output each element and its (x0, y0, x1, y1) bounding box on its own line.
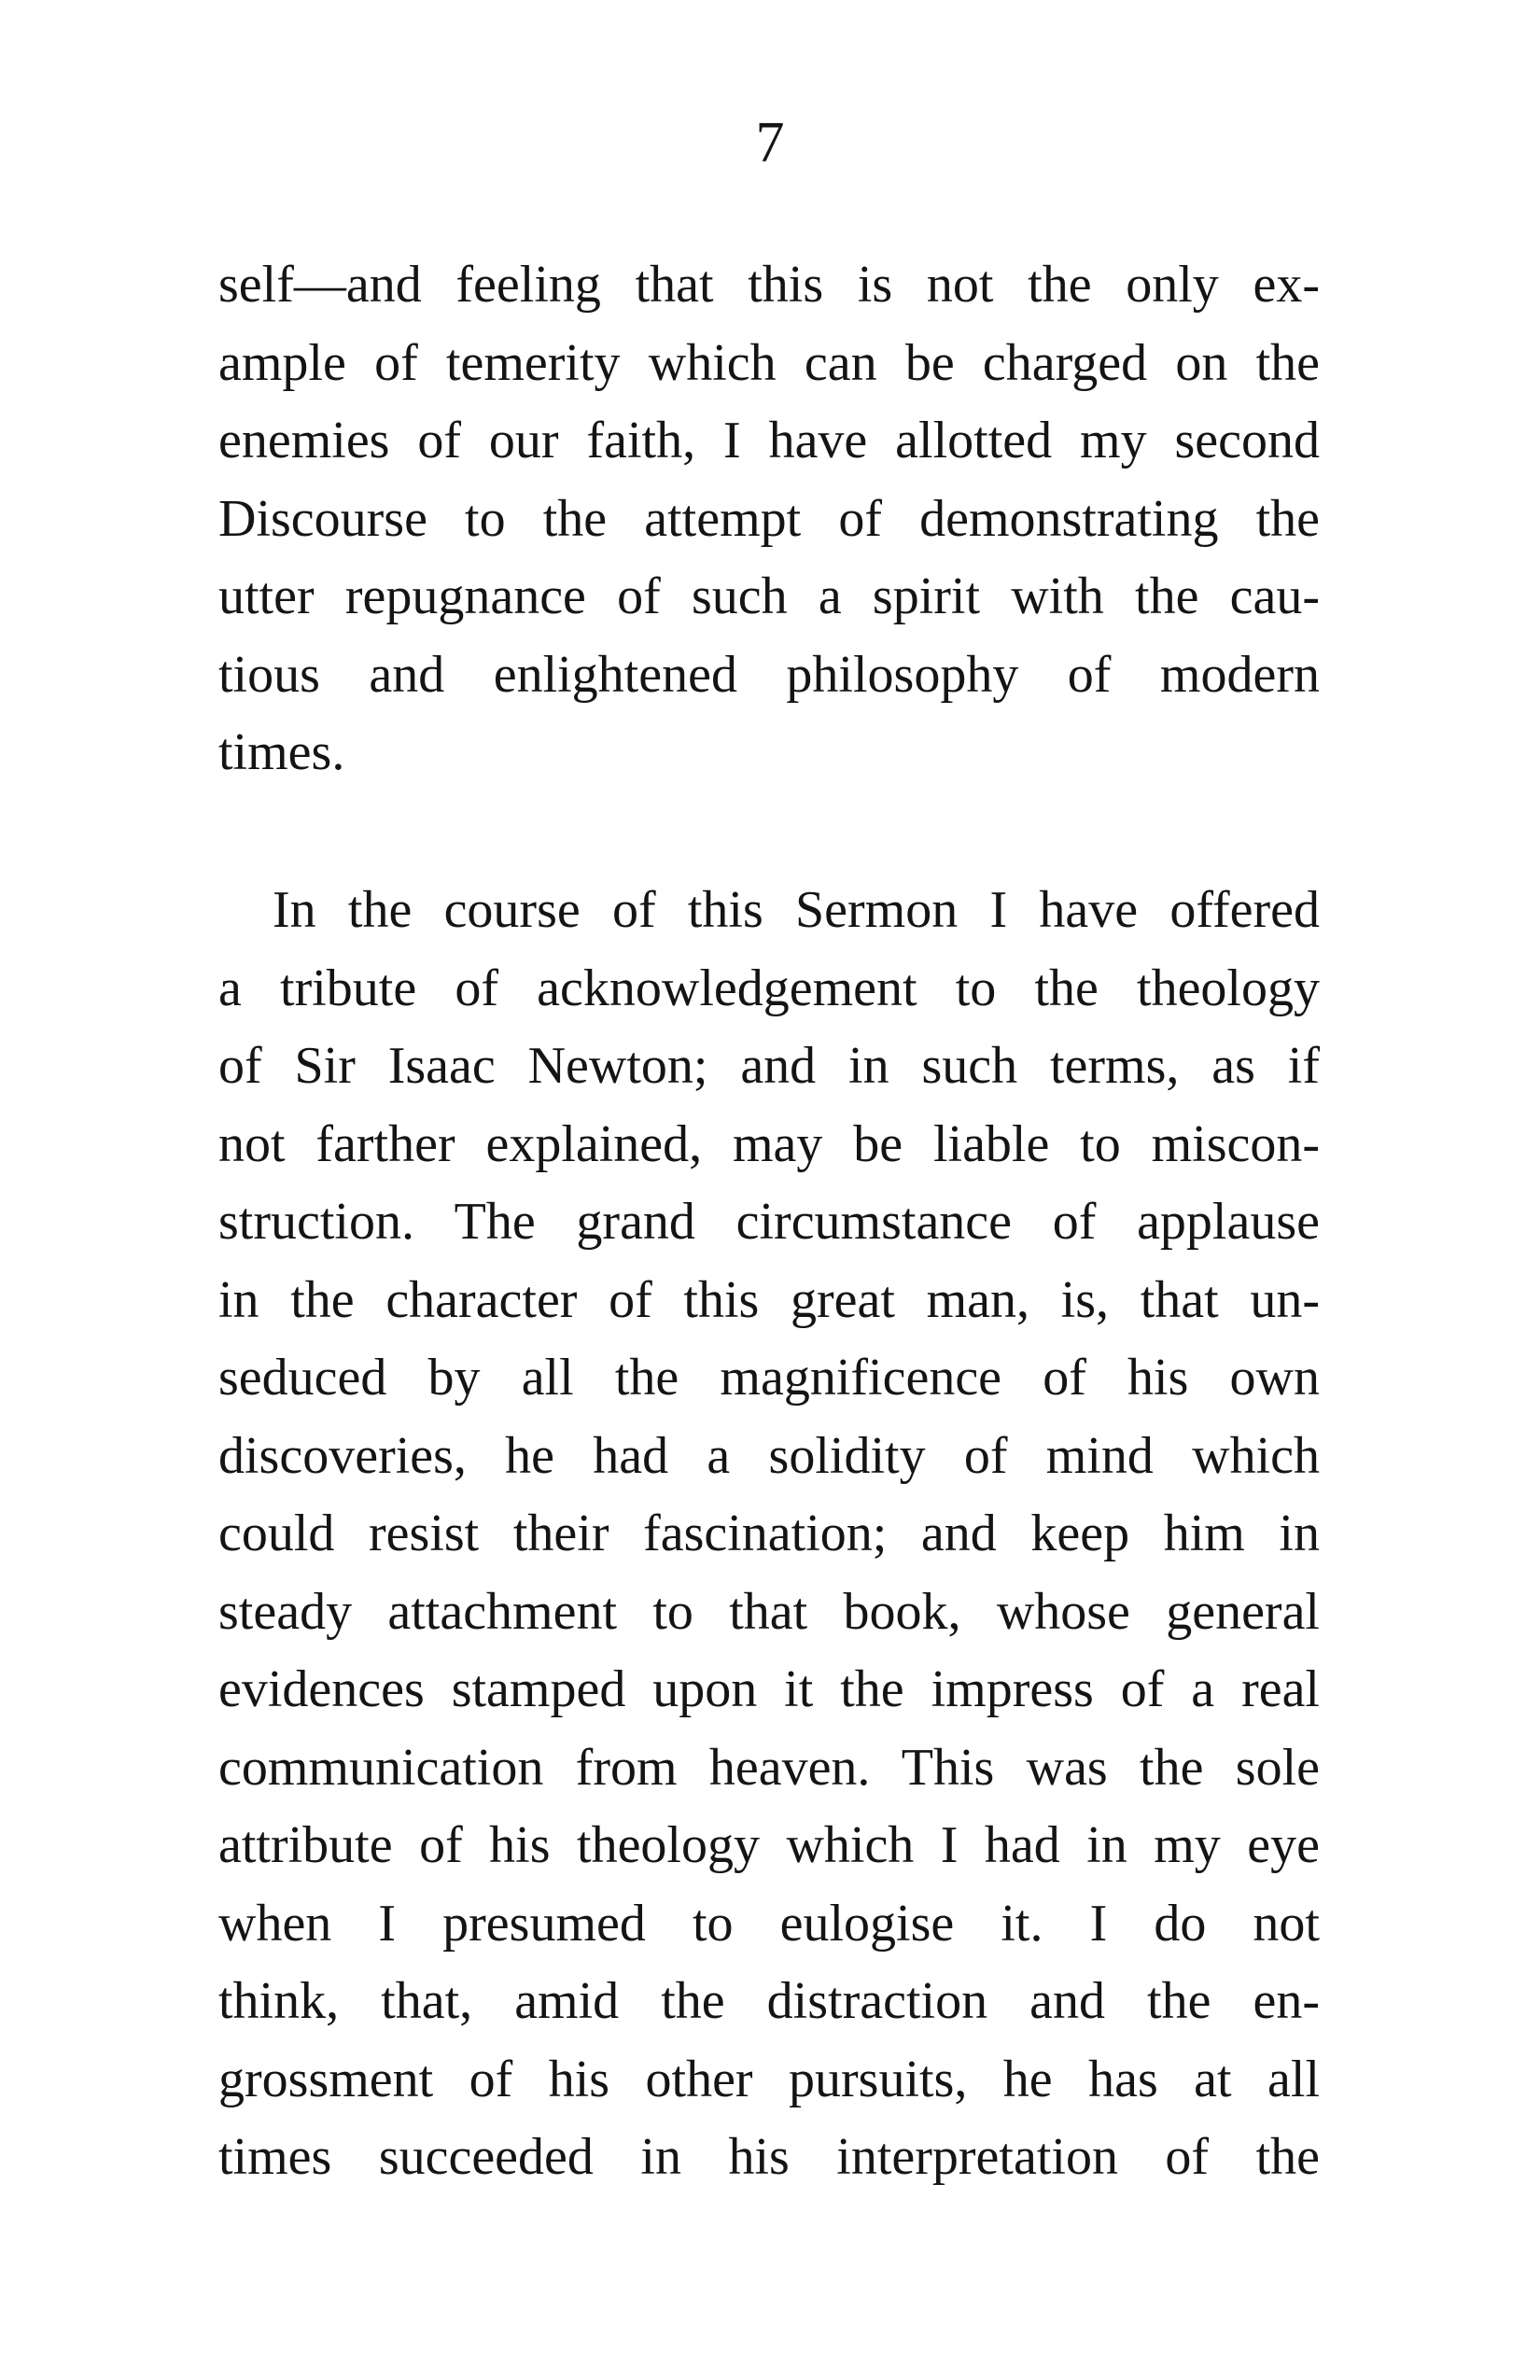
text-line: self—and feeling that this is not the only ex- (218, 256, 1320, 314)
text-line: when I presumed to eulogise it. I do not (218, 1894, 1320, 1953)
text-line: not farther explained, may be liable to miscon- (218, 1114, 1320, 1173)
text-line: of Sir Isaac Newton; and in such terms, as if (218, 1037, 1320, 1095)
text-line: grossment of his other pursuits, he has at all (218, 2050, 1320, 2108)
text-line: enemies of our faith, I have allotted my second (218, 412, 1320, 469)
text-line: communication from heaven. This was the sole (218, 1738, 1320, 1797)
paragraph-2 (218, 872, 1320, 2197)
text-line: steady attachment to that book, whose general (218, 1582, 1320, 1641)
text-line: times succeeded in his interpretation of the (218, 2128, 1320, 2186)
text-line: seduced by all the magnificence of his own (218, 1349, 1320, 1407)
text-line: tious and enlightened philosophy of modern (218, 645, 1320, 704)
text-line: utter repugnance of such a spirit with the cau- (218, 567, 1320, 625)
text-line: in the character of this great man, is, that un- (218, 1270, 1320, 1329)
paragraph-1 (218, 246, 1320, 792)
text-line: evidences stamped upon it the impress of a real (218, 1660, 1320, 1718)
text-line: could resist their fascination; and keep him in (218, 1505, 1320, 1562)
text-line: times. (218, 723, 345, 781)
text-line: struction. The grand circumstance of applause (218, 1193, 1320, 1251)
text-line: attribute of his theology which I had in my eye (218, 1816, 1320, 1874)
text-line: Discourse to the attempt of demonstrating the (218, 489, 1320, 548)
text-line: a tribute of acknowledgement to the theology (218, 959, 1320, 1017)
text-line: think, that, amid the distraction and the en- (218, 1972, 1320, 2030)
page-number: 7 (755, 111, 785, 175)
text-line: In the course of this Sermon I have offered (273, 881, 1320, 939)
text-line: discoveries, he had a solidity of mind which (218, 1426, 1320, 1485)
text-line: ample of temerity which can be charged on the (218, 333, 1320, 392)
